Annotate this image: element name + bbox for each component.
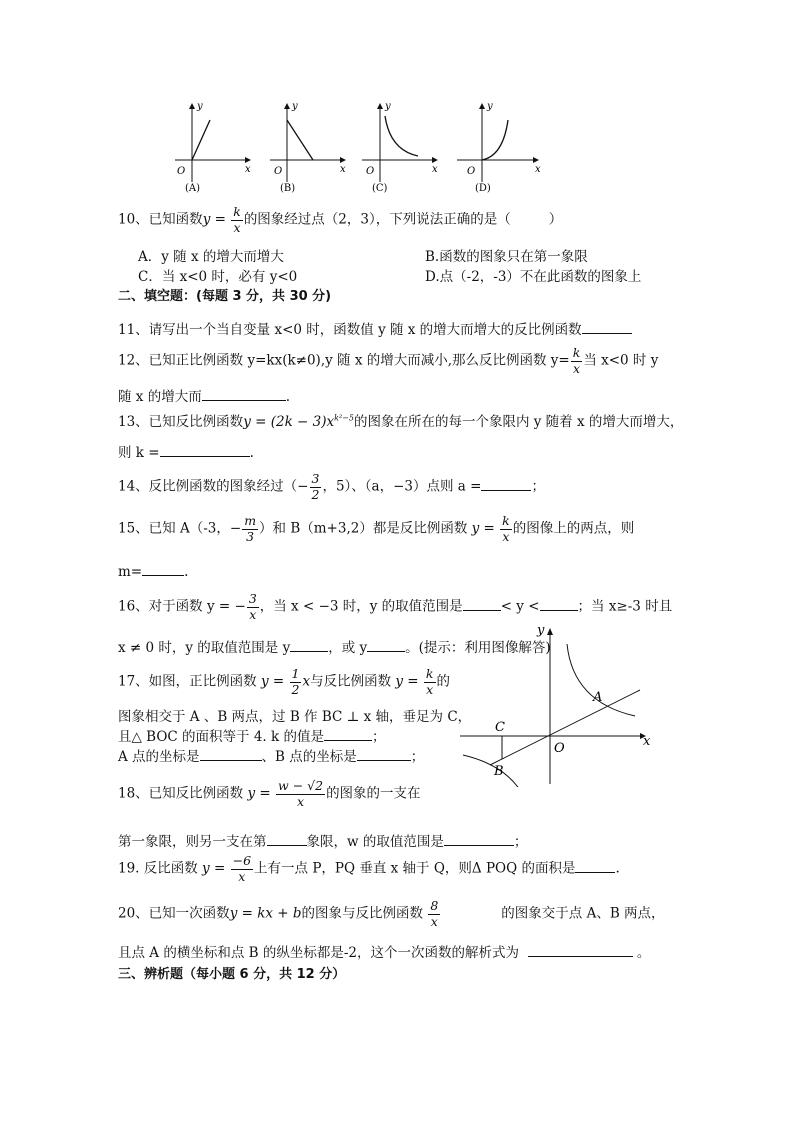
q12-line2: 随 x 的增大而 . — [118, 389, 290, 405]
svg-text:x: x — [535, 164, 541, 175]
svg-text:x: x — [432, 164, 438, 175]
svg-text:y: y — [292, 101, 298, 112]
svg-text:y: y — [385, 101, 391, 112]
q20-line1: 20、已知一次函数y = kx + b的图象与反比例函数 $\frac{8}{x}$ 的图象交于点 A、B 两点， — [118, 898, 665, 929]
graph-d — [457, 101, 541, 194]
svg-text:y: y — [487, 101, 493, 112]
q18-line1: 18、已知反比例函数 y = $\frac{w - √2}{x}$ 的图象的一支在 — [118, 778, 421, 809]
graph-a-origin: O — [177, 166, 186, 177]
q17-figure — [455, 622, 655, 787]
svg-text:O: O — [467, 166, 476, 177]
point-c-label: C — [495, 720, 505, 735]
graph-d-label: (D) — [475, 183, 491, 194]
graph-a — [175, 101, 251, 194]
q16-line2: x ≠ 0 时，y 的取值范围是 y ，或 y 。(提示：利用图像解答) — [118, 640, 551, 656]
point-a-label: A — [593, 690, 603, 705]
q10-option-c: C．当 x<0 时，必有 y<0 — [138, 269, 298, 285]
point-b-label: B — [494, 764, 504, 779]
graph-c — [362, 101, 438, 194]
q17-line1: 17、如图，正比例函数 y = $\frac{1}{2}$ x与反比例函数 y = $\frac{k}{x}$ 的 — [118, 666, 450, 697]
q15-line1: 15、已知 A（-3，− $\frac{m}{3}$ ）和 B（m+3,2）都是反比例函数 y = $\frac{k}{x}$ 的图像上的两点，则 — [118, 513, 635, 544]
svg-text:x: x — [245, 164, 251, 175]
origin-label: O — [554, 741, 565, 756]
q17-line4: A 点的坐标是 、B 点的坐标是 ； — [118, 749, 425, 765]
q20-line2: 且点 A 的横坐标和点 B 的纵坐标都是-2，这个一次函数的解析式为 。 — [118, 945, 651, 961]
q19: 19. 反比函数 y = $\frac{-6}{x}$ 上有一点 P，PQ 垂直 x 轴于 Q，则Δ POQ 的面积是 . — [118, 853, 620, 884]
q16-line1: 16、对于函数 y = − $\frac{3}{x}$ ，当 x < −3 时，y 的取值范围是 < y < ；当 x≥-3 时且 — [118, 591, 673, 622]
q13-line1: 13、已知反比例函数$y = (2k - 3)x^{k^2-5}$的图象在所在的每一个象限内 y 随着 x 的增大而增大， — [118, 413, 684, 430]
q10-stem: 10、已知函数y = $\frac{k}{x}$ 的图象经过点（2，3），下列说法正确的是（ ） — [118, 204, 563, 235]
svg-text:x: x — [643, 734, 651, 749]
q10-option-a: A．y 随 x 的增大而增大 — [138, 249, 284, 265]
q17-line2: 图象相交于 A 、B 两点，过 B 作 BC ⊥ x 轴，垂足为 C， — [118, 709, 472, 725]
graph-b — [270, 101, 346, 194]
graph-b-label: (B) — [280, 183, 296, 194]
svg-text:x: x — [340, 164, 346, 175]
q11: 11、请写出一个当自变量 x<0 时，函数值 y 随 x 的增大而增大的反比例函数 — [118, 318, 632, 338]
svg-text:O: O — [274, 166, 283, 177]
graph-c-label: (C) — [372, 183, 388, 194]
q13-line2: 则 k = . — [118, 445, 254, 461]
q15-line2: m= . — [118, 564, 189, 580]
q18-line2: 第一象限，则另一支在第 象限，w 的取值范围是 ； — [118, 834, 528, 850]
section-3-heading: 三、辨析题（每小题 6 分，共 12 分） — [118, 967, 346, 982]
q10-fraction: $\frac{k}{x}$ — [233, 204, 241, 235]
svg-text:y: y — [197, 101, 203, 112]
q10-option-d: D.点（-2，-3）不在此函数的图象上 — [425, 269, 642, 285]
q14: 14、反比例函数的图象经过（− $\frac{3}{2}$ ，5）、（a，−3）点则 a = ； — [118, 471, 545, 502]
q12-line1: 12、已知正比例函数 y=kx(k≠0),y 随 x 的增大而减小,那么反比例函数 y= $\frac{k}{x}$ 当 x<0 时 y — [118, 345, 659, 376]
q17-line3: 且△ BOC 的面积等于 4. k 的值是 ； — [118, 729, 386, 745]
svg-text:y: y — [537, 623, 545, 638]
option-graphs — [165, 100, 545, 195]
svg-text:O: O — [366, 166, 375, 177]
q10-option-b: B.函数的图象只在第一象限 — [425, 249, 588, 265]
section-2-heading: 二、填空题：(每题 3 分，共 30 分) — [118, 289, 332, 304]
graph-a-label: (A) — [185, 183, 201, 194]
